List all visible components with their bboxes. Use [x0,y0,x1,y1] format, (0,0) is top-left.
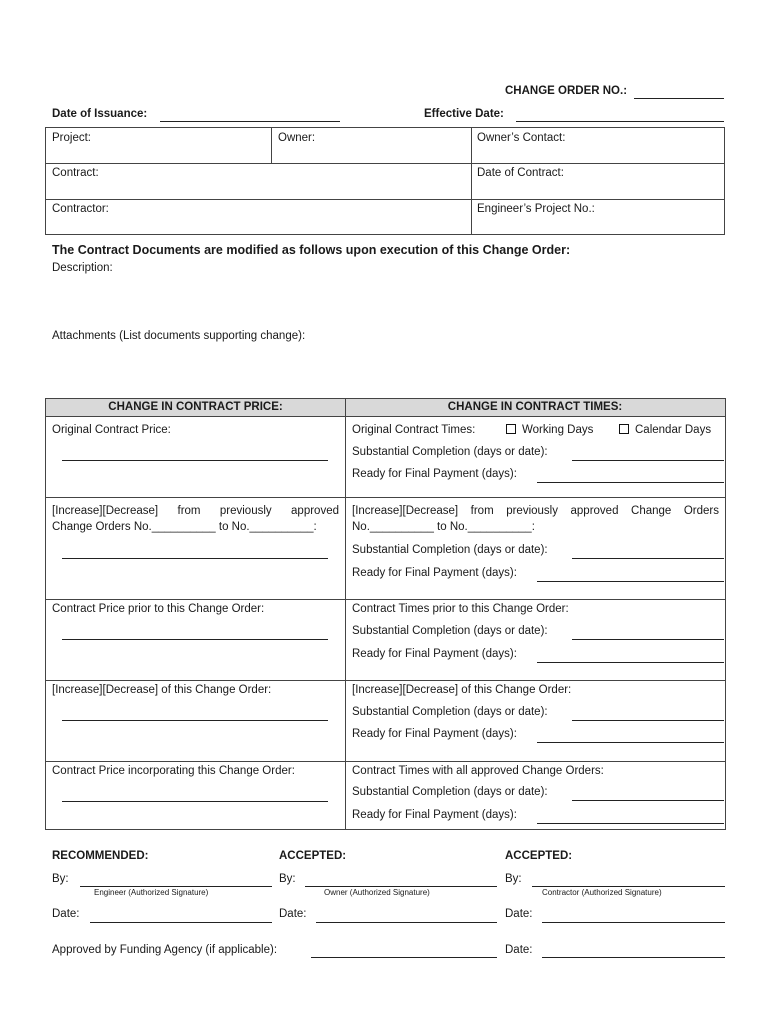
funding-agency-date-label: Date: [505,944,533,956]
owner-accepted-heading: ACCEPTED: [279,850,347,862]
substantial-completion-label: Substantial Completion (days or date): [352,625,548,637]
original-contract-times-label: Original Contract Times: [352,424,476,436]
final-payment-label: Ready for Final Payment (days): [352,468,517,480]
substantial-completion-field[interactable] [572,558,724,559]
substantial-completion-label: Substantial Completion (days or date): [352,786,548,798]
substantial-completion-label: Substantial Completion (days or date): [352,706,548,718]
owner-field[interactable]: Owner: [278,132,316,144]
change-order-no-label: CHANGE ORDER NO.: [505,85,628,97]
final-payment-label: Ready for Final Payment (days): [352,567,517,579]
divider [45,199,725,200]
attachments-label: Attachments (List documents supporting change): [52,330,306,342]
contractor-date-label: Date: [505,908,533,920]
final-payment-field[interactable] [537,482,724,483]
recommended-heading: RECOMMENDED: [52,850,149,862]
divider [45,497,726,498]
owner-signature-field[interactable] [305,886,497,887]
final-payment-label: Ready for Final Payment (days): [352,648,517,660]
owner-by-label: By: [279,873,296,885]
owner-date-field[interactable] [316,922,497,923]
final-payment-field[interactable] [537,581,724,582]
substantial-completion-field[interactable] [572,800,724,801]
divider [45,416,726,417]
divider [471,127,472,235]
final-payment-field[interactable] [537,742,724,743]
substantial-completion-label: Substantial Completion (days or date): [352,446,548,458]
previous-change-orders-price-label-1: [Increase][Decrease] from previously approved [52,505,339,517]
substantial-completion-field[interactable] [572,720,724,721]
price-column-header: CHANGE IN CONTRACT PRICE: [108,401,283,413]
effective-date-field[interactable] [516,121,724,122]
final-payment-label: Ready for Final Payment (days): [352,809,517,821]
contract-times-all-approved-label: Contract Times with all approved Change Orders: [352,765,604,777]
calendar-days-label: Calendar Days [635,424,712,436]
project-field[interactable]: Project: [52,132,91,144]
contractor-signature-caption: Contractor (Authorized Signature) [542,888,662,897]
previous-change-orders-price-field[interactable] [62,558,328,559]
substantial-completion-field[interactable] [572,460,724,461]
divider [271,127,272,163]
contractor-field[interactable]: Contractor: [52,203,109,215]
contract-price-incorporating-label: Contract Price incorporating this Change Order: [52,765,295,777]
contract-times-prior-label: Contract Times prior to this Change Order: [352,603,569,615]
funding-agency-label: Approved by Funding Agency (if applicable): [52,944,278,956]
date-of-issuance-field[interactable] [160,121,340,122]
contract-price-prior-field[interactable] [62,639,328,640]
date-of-contract-field[interactable]: Date of Contract: [477,167,564,179]
this-change-order-price-field[interactable] [62,720,328,721]
contract-field[interactable]: Contract: [52,167,99,179]
date-of-issuance-label: Date of Issuance: [52,108,148,120]
project-info-table [45,127,725,235]
divider [45,599,726,600]
checkbox-icon[interactable] [619,424,629,434]
working-days-option[interactable] [506,424,593,436]
description-label: Description: [52,262,113,274]
contractor-date-field[interactable] [542,922,725,923]
calendar-days-option[interactable] [619,424,711,436]
owner-date-label: Date: [279,908,307,920]
contract-price-incorporating-field[interactable] [62,801,328,802]
effective-date-label: Effective Date: [424,108,504,120]
divider [45,163,725,164]
original-contract-price-field[interactable] [62,460,328,461]
final-payment-field[interactable] [537,662,724,663]
engineer-date-field[interactable] [90,922,272,923]
substantial-completion-label: Substantial Completion (days or date): [352,544,548,556]
engineer-signature-caption: Engineer (Authorized Signature) [94,888,209,897]
this-change-order-price-label: [Increase][Decrease] of this Change Order: [52,684,272,696]
original-contract-price-label: Original Contract Price: [52,424,171,436]
engineer-by-label: By: [52,873,69,885]
engineer-signature-field[interactable] [80,886,272,887]
previous-change-orders-times-label-2: No.__________ to No.__________: [352,521,535,533]
funding-agency-date-field[interactable] [542,957,725,958]
divider [45,761,726,762]
divider [45,680,726,681]
final-payment-label: Ready for Final Payment (days): [352,728,517,740]
engineer-date-label: Date: [52,908,80,920]
engineers-project-no-field[interactable]: Engineer’s Project No.: [477,203,595,215]
owner-signature-caption: Owner (Authorized Signature) [324,888,430,897]
checkbox-icon[interactable] [506,424,516,434]
times-column-header: CHANGE IN CONTRACT TIMES: [447,401,623,413]
divider [345,398,346,830]
contractor-by-label: By: [505,873,522,885]
previous-change-orders-times-label-1: [Increase][Decrease] from previously approved Change Orders [352,505,719,517]
funding-agency-field[interactable] [311,957,497,958]
contractor-accepted-heading: ACCEPTED: [505,850,573,862]
owners-contact-field[interactable]: Owner’s Contact: [477,132,566,144]
final-payment-field[interactable] [537,823,724,824]
this-change-order-times-label: [Increase][Decrease] of this Change Order: [352,684,572,696]
contractor-signature-field[interactable] [532,886,725,887]
change-order-no-field[interactable] [634,98,724,99]
contract-price-prior-label: Contract Price prior to this Change Order: [52,603,265,615]
substantial-completion-field[interactable] [572,639,724,640]
previous-change-orders-price-label-2: Change Orders No.__________ to No.__________: [52,521,317,533]
modifications-heading: The Contract Documents are modified as follows upon execution of this Change Order: [52,243,571,257]
working-days-label: Working Days [522,424,594,436]
